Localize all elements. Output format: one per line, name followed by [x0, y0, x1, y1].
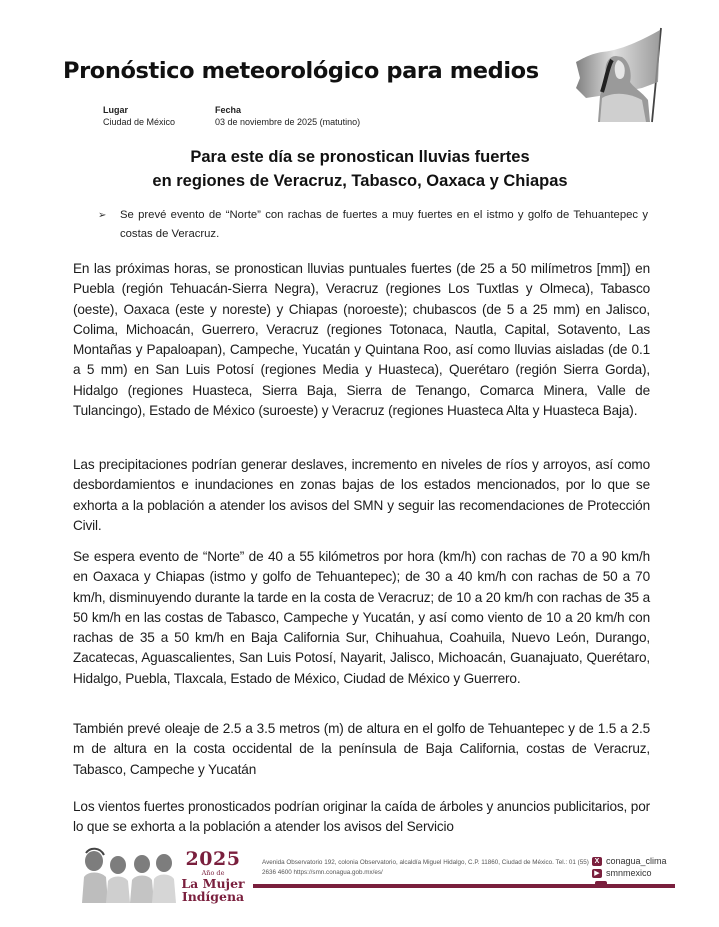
paragraph-waves-forecast: También prevé oleaje de 2.5 a 3.5 metros (m) de altura en el golfo de Tehuantepec y de 1.5 a 2.5 m de altura en la costa occidental de la península de Baja California, costas de Veracruz, Tabasco, Campeche y Yucatán	[73, 721, 650, 777]
headline	[60, 145, 660, 193]
footer-address: Avenida Observatorio 192, colonia Observatorio, alcaldía Miguel Hidalgo, C.P. 11860, Ciudad de México. Tel.: 01 (55) 2636 4600 https://smn.conagua.gob.mx/es/	[262, 859, 589, 876]
place-value: Ciudad de México	[103, 117, 176, 127]
document-title: Pronóstico meteorológico para medios	[63, 58, 539, 84]
youtube-icon: ▶	[592, 869, 602, 878]
place-label: Lugar	[103, 105, 129, 115]
date-label: Fecha	[215, 105, 242, 115]
x-icon: X	[592, 857, 602, 866]
paragraph-rain-forecast: En las próximas horas, se pronostican lluvias puntuales fuertes (de 25 a 50 milímetros [mm]) en Puebla (región Tehuacán-Sierra Negra), Veracruz (regiones Los Tuxtlas y Olmeca), Tabasco (oeste), Oaxaca (este y noreste) y Chiapas (noroeste); chubascos (de 5 a 25 mm) en Jalisco, Colima, Michoacán, Guerrero, Veracruz (regiones Totonaca, Nautla, Capital, Sotavento, Las Montañas y Papaloapan), Campeche, Yucatán y Quintana Roo, así como lluvias aisladas (de 0.1 a 5 mm) en San Luis Potosí (regiones Media y Huasteca), Querétaro (región Sierra Gorda), Hidalgo (regiones Huasteca, Sierra Baja, Sierra de Tenango, Comarca Minera, Valle de Tulancingo), Estado de México (suroeste) y Veracruz (regiones Huasteca Alta y Huasteca Baja).	[73, 261, 650, 419]
x-handle[interactable]: conagua_clima	[606, 856, 667, 866]
headline-line-1: Para este día se pronostican lluvias fuertes	[190, 148, 530, 166]
hero-illustration	[572, 26, 668, 124]
bullet-text: Se prevé evento de “Norte” con rachas de fuertes a muy fuertes en el istmo y golfo de Tehuantepec y costas de Veracruz.	[120, 209, 648, 240]
year-number: 2025	[185, 848, 241, 870]
year-line-2: Indígena	[181, 889, 245, 904]
year-line-1: La Mujer	[181, 876, 245, 891]
date-value: 03 de noviembre de 2025 (matutino)	[215, 117, 361, 127]
youtube-handle[interactable]: smnmexico	[606, 868, 652, 878]
year-subtitle: Año de	[201, 869, 225, 877]
headline-line-2: en regiones de Veracruz, Tabasco, Oaxaca y Chiapas	[152, 172, 568, 190]
footer-divider	[253, 884, 675, 888]
indigenous-women-icon	[80, 847, 180, 903]
paragraph-wind-risks: Los vientos fuertes pronosticados podrían originar la caída de árboles y anuncios publicitarios, por lo que se exhorta a la población a atender los avisos del Servicio	[73, 799, 650, 835]
footer-illustration	[80, 847, 180, 903]
date-block	[215, 104, 360, 128]
arrow-bullet-icon: ➢	[98, 210, 107, 221]
social-links	[592, 855, 667, 879]
flag-woman-icon	[572, 26, 668, 124]
bullet-item	[98, 206, 648, 244]
paragraph-wind-forecast: Se espera evento de “Norte” de 40 a 55 kilómetros por hora (km/h) con rachas de 70 a 90 km/h en Oaxaca y Chiapas (istmo y golfo de Tehuantepec); de 30 a 40 km/h con rachas de 50 a 70 km/h, disminuyendo durante la tarde en la costa de Veracruz; de 10 a 20 km/h con rachas de 35 a 50 km/h en las costas de Tabasco, Campeche y Yucatán, y así como viento de 10 a 20 km/h con rachas de 35 a 50 km/h en Baja California Sur, Chihuahua, Coahuila, Nuevo León, Durango, Zacatecas, Aguascalientes, San Luis Potosí, Nayarit, Jalisco, Michoacán, Guanajuato, Querétaro, Hidalgo, Puebla, Tlaxcala, Estado de México, Ciudad de México y Guerrero.	[73, 549, 650, 686]
social-x[interactable]	[592, 855, 667, 867]
social-youtube[interactable]	[592, 867, 667, 879]
paragraph-precipitation-risks: Las precipitaciones podrían generar deslaves, incremento en niveles de ríos y arroyos, así como desbordamientos e inundaciones en zonas bajas de los estados mencionados, por lo que se exhorta a la población a atender los avisos del SMN y seguir las recomendaciones de Protección Civil.	[73, 457, 650, 533]
place-block	[103, 104, 175, 128]
year-of-indigenous-women-logo	[180, 850, 246, 903]
